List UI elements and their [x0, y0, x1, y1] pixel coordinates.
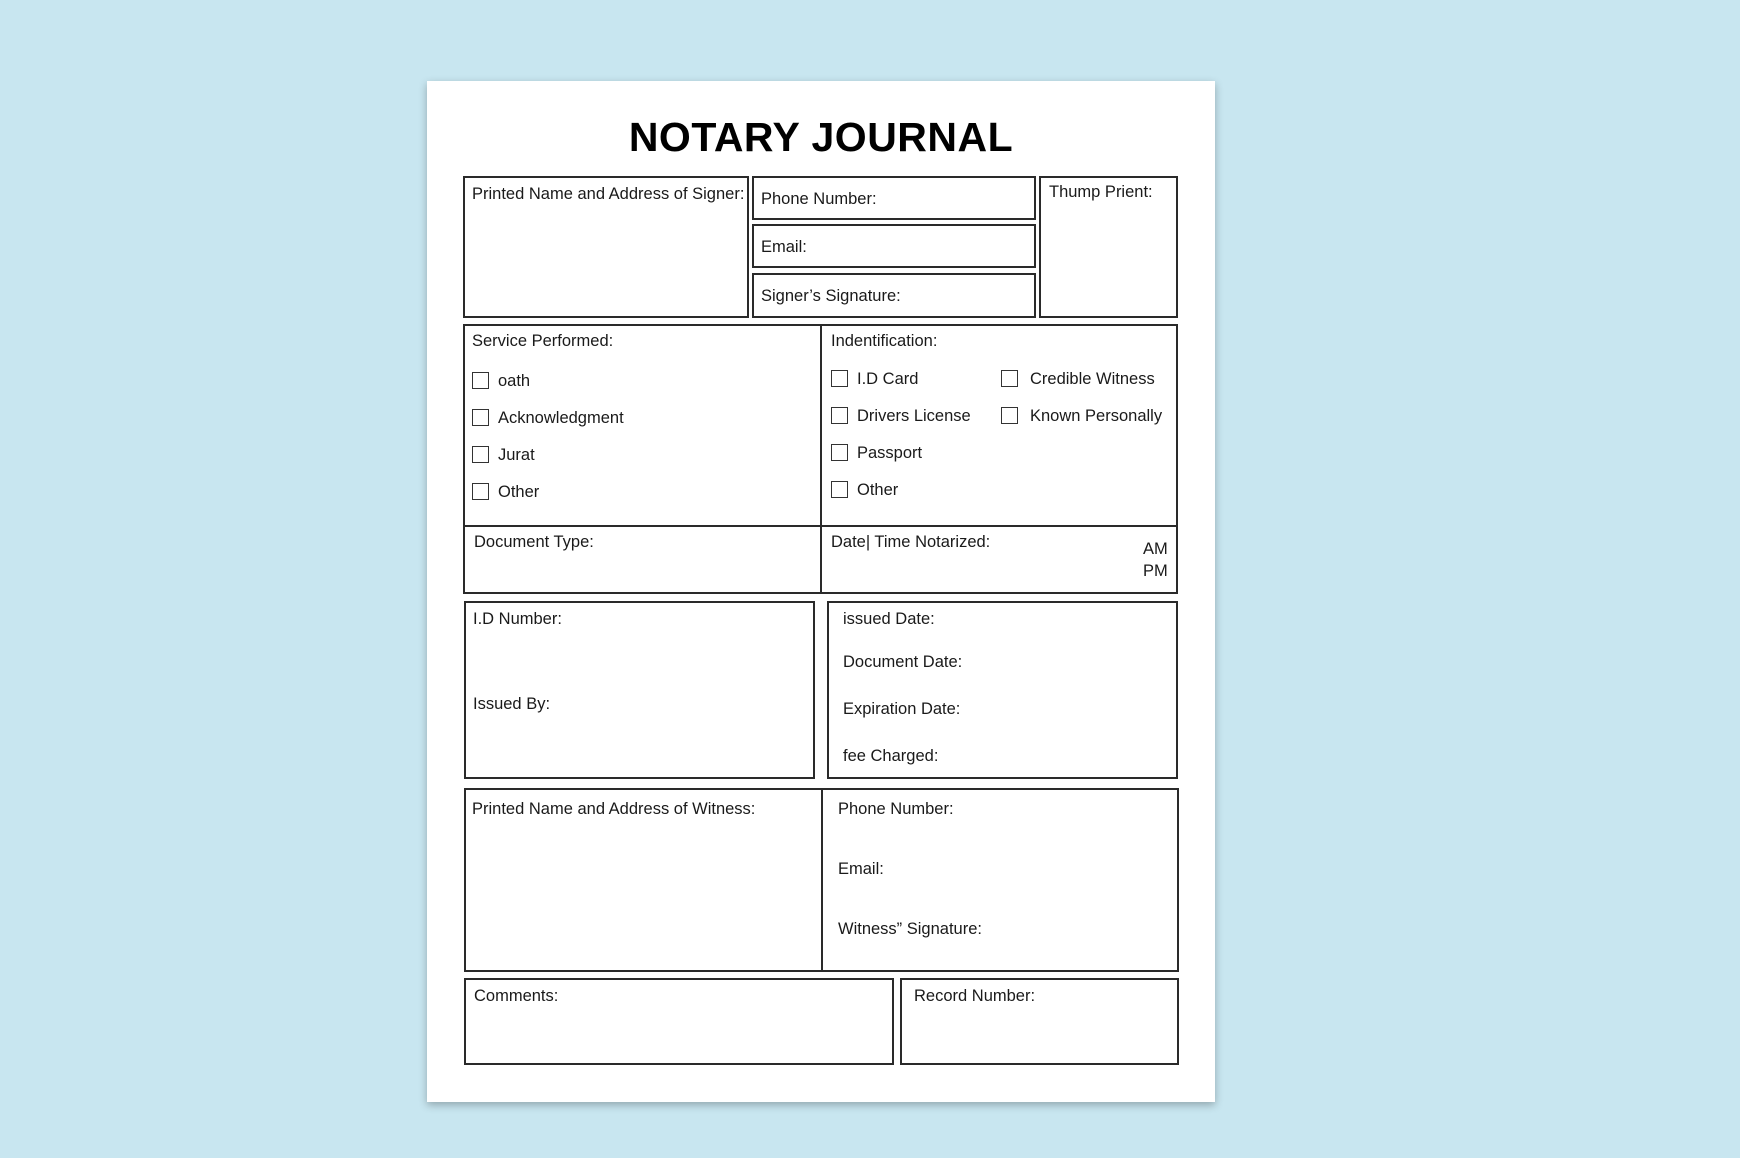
expiration-date-label: Expiration Date: [843, 700, 961, 718]
id-card-checkbox[interactable] [831, 370, 848, 387]
signer-name-address-field[interactable] [463, 176, 749, 318]
passport-label: Passport [857, 444, 923, 462]
service-identification-section [463, 324, 1178, 594]
id-number-field[interactable] [464, 601, 815, 779]
journal-page [427, 81, 1215, 1102]
document-type-label: Document Type: [474, 533, 594, 551]
credible-witness-checkbox[interactable] [1001, 370, 1018, 387]
witness-section [464, 788, 1179, 972]
drivers-license-checkbox[interactable] [831, 407, 848, 424]
thumb-print-label: Thump Prient: [1049, 183, 1153, 201]
issued-by-label: Issued By: [473, 695, 551, 713]
witness-signature-label: Witness” Signature: [838, 920, 982, 938]
document-date-label: Document Date: [843, 653, 963, 671]
signer-signature-field[interactable] [752, 273, 1036, 318]
service-oath-label: oath [498, 372, 531, 390]
fee-charged-label: fee Charged: [843, 747, 939, 765]
service-jurat-label: Jurat [498, 446, 535, 464]
witness-phone-label: Phone Number: [838, 800, 954, 818]
record-number-label: Record Number: [914, 987, 1036, 1005]
comments-field[interactable] [464, 978, 894, 1065]
identification-heading: Indentification: [831, 332, 938, 350]
page-title: NOTARY JOURNAL [628, 114, 1014, 160]
witness-divider [821, 790, 823, 970]
am-label: AM [1143, 540, 1168, 558]
service-other-checkbox[interactable] [472, 483, 489, 500]
id-card-label: I.D Card [857, 370, 919, 388]
signer-phone-field[interactable] [752, 176, 1036, 220]
service-performed-heading: Service Performed: [472, 332, 614, 350]
witness-email-label: Email: [838, 860, 884, 878]
signer-phone-label: Phone Number: [761, 190, 877, 208]
drivers-license-label: Drivers License [857, 407, 971, 425]
signer-signature-label: Signer’s Signature: [761, 287, 901, 305]
passport-checkbox[interactable] [831, 444, 848, 461]
section-divider-horizontal [465, 525, 1176, 527]
comments-label: Comments: [474, 987, 559, 1005]
witness-name-address-label: Printed Name and Address of Witness: [472, 800, 756, 818]
date-time-notarized-label: Date| Time Notarized: [831, 533, 991, 551]
service-other-label: Other [498, 483, 540, 501]
credible-witness-label: Credible Witness [1030, 370, 1155, 388]
service-oath-checkbox[interactable] [472, 372, 489, 389]
known-personally-label: Known Personally [1030, 407, 1163, 425]
issued-date-label: issued Date: [843, 610, 935, 628]
service-acknowledgment-label: Acknowledgment [498, 409, 624, 427]
signer-name-address-label: Printed Name and Address of Signer: [472, 185, 745, 203]
id-dates-field[interactable] [827, 601, 1178, 779]
signer-email-field[interactable] [752, 224, 1036, 268]
record-number-field[interactable] [900, 978, 1179, 1065]
known-personally-checkbox[interactable] [1001, 407, 1018, 424]
id-other-checkbox[interactable] [831, 481, 848, 498]
id-number-label: I.D Number: [473, 610, 562, 628]
signer-email-label: Email: [761, 238, 807, 256]
pm-label: PM [1143, 562, 1168, 580]
id-other-label: Other [857, 481, 899, 499]
service-acknowledgment-checkbox[interactable] [472, 409, 489, 426]
section-divider-vertical [820, 326, 822, 592]
thumb-print-field[interactable] [1039, 176, 1178, 318]
service-jurat-checkbox[interactable] [472, 446, 489, 463]
